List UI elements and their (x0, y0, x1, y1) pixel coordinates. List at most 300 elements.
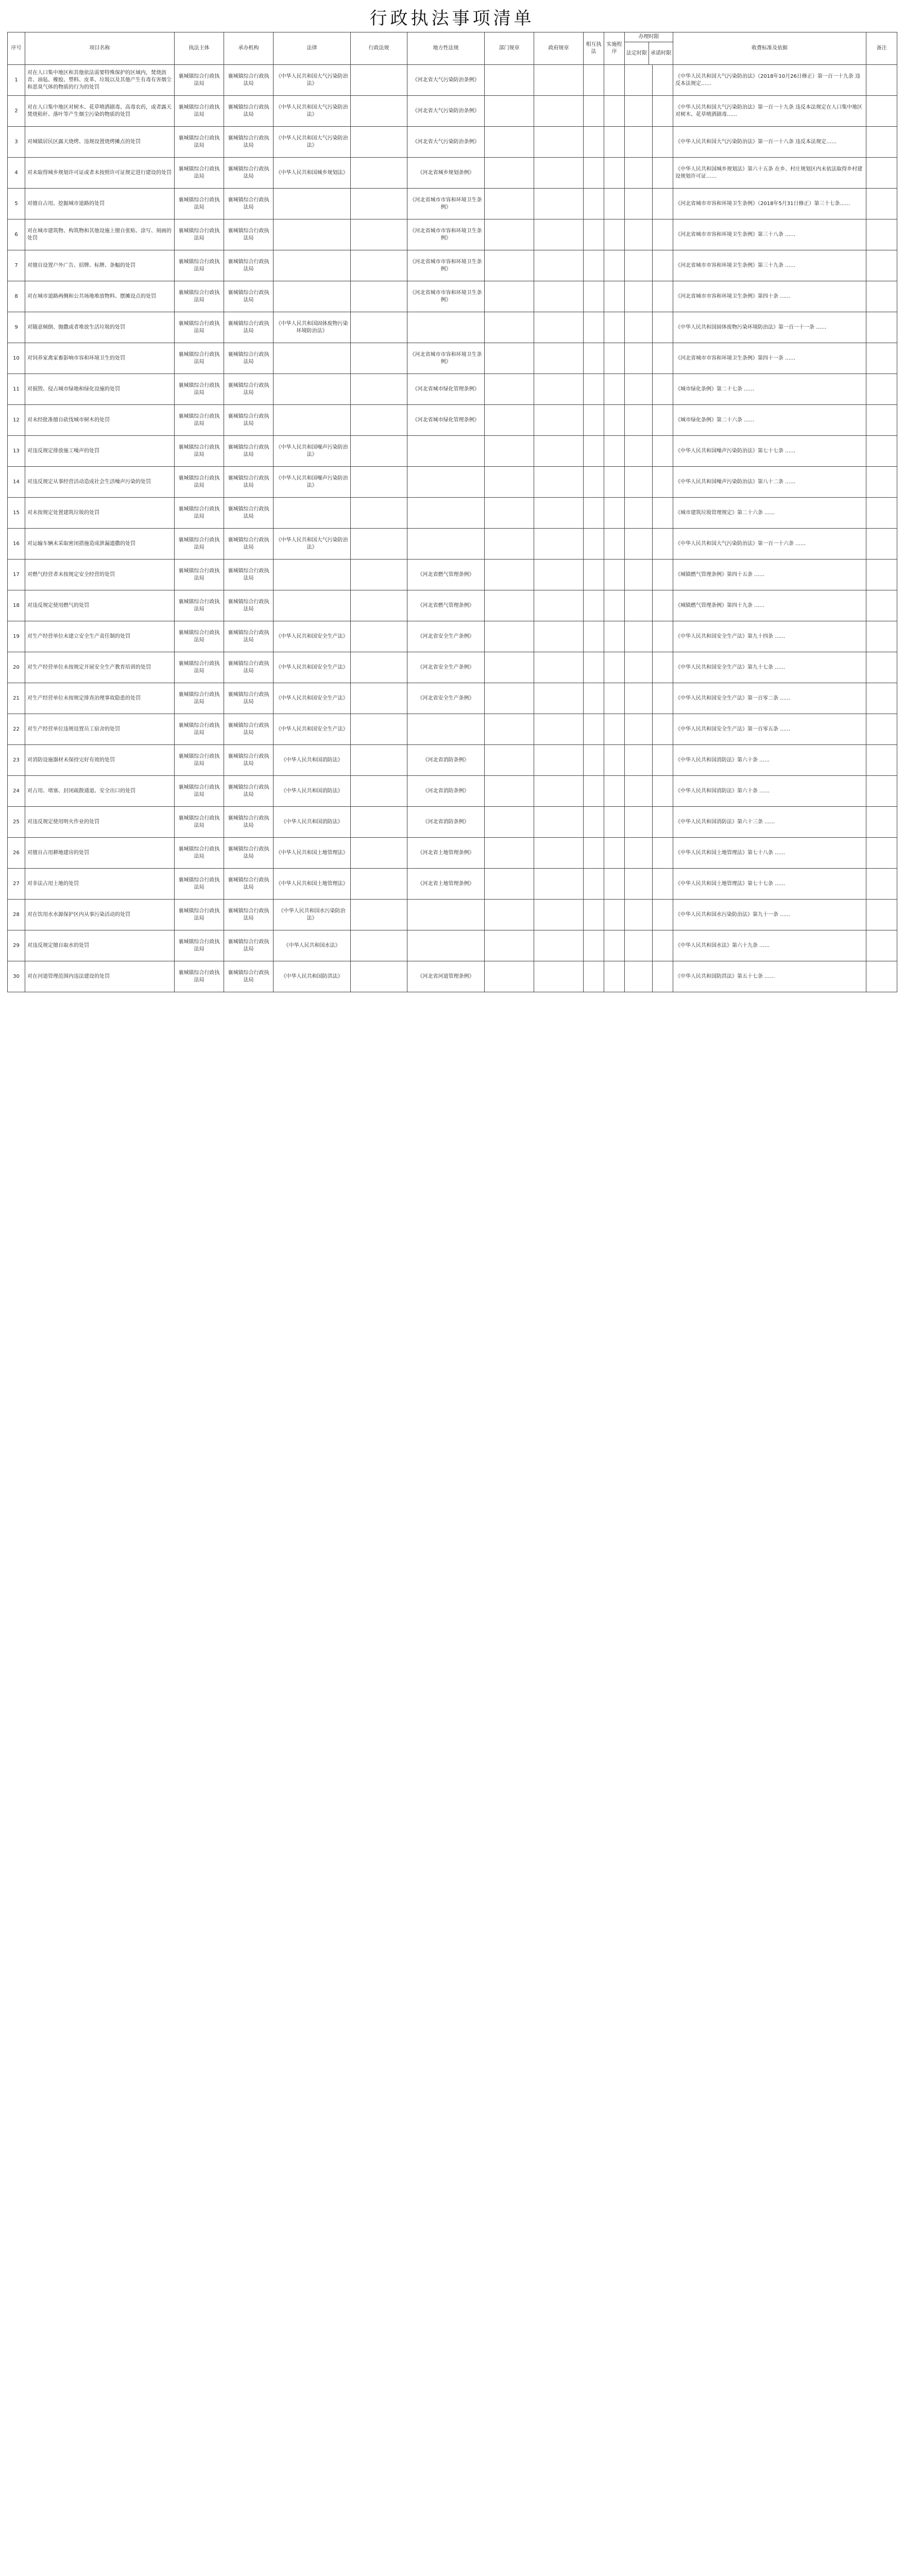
row-dept-rule (485, 158, 534, 189)
row-dept-rule (485, 127, 534, 158)
row-admin-reg (351, 127, 407, 158)
row-admin-reg (351, 312, 407, 343)
row-legal-limit (625, 745, 653, 776)
row-gov-rule (534, 374, 584, 405)
row-local-reg: 《河北省城市市容和环境卫生条例》 (407, 189, 485, 219)
row-law: 《中华人民共和国水法》 (274, 930, 351, 961)
row-subject: 襄城镇综合行政执法局 (175, 127, 224, 158)
row-admin-reg (351, 219, 407, 250)
row-law: 《中华人民共和国安全生产法》 (274, 714, 351, 745)
row-number: 4 (8, 158, 25, 189)
row-gov-rule (534, 869, 584, 900)
row-legal-limit (625, 65, 653, 96)
header-deadline-label: 办理时限 (625, 32, 673, 42)
row-dept-rule (485, 219, 534, 250)
row-number: 19 (8, 621, 25, 652)
table-row (8, 467, 897, 498)
row-dept-rule (485, 467, 534, 498)
row-process (604, 590, 625, 621)
row-subject: 襄城镇综合行政执法局 (175, 745, 224, 776)
row-local-reg: 《河北省燃气管理条例》 (407, 590, 485, 621)
header-deadline (625, 32, 673, 65)
row-legal-limit (625, 467, 653, 498)
row-law: 《中华人民共和国防洪法》 (274, 961, 351, 992)
row-promise-limit (653, 560, 673, 590)
row-local-reg: 《河北省安全生产条例》 (407, 621, 485, 652)
row-agency: 襄城镇综合行政执法局 (224, 374, 274, 405)
row-subject: 襄城镇综合行政执法局 (175, 560, 224, 590)
row-item-name: 对在人口集中地区对树木、花草喷洒剧毒、高毒农药，或者露天焚烧秸秆、落叶等产生烟尘污染的物质的处罚 (25, 96, 175, 127)
row-gov-rule (534, 498, 584, 529)
row-legal-limit (625, 312, 653, 343)
row-penalty: 《河北省城市市容和环境卫生条例》第四十一条 …… (673, 343, 866, 374)
row-local-reg: 《河北省土地管理条例》 (407, 869, 485, 900)
table-body (8, 65, 897, 992)
row-number: 28 (8, 900, 25, 930)
row-jointly (584, 250, 604, 281)
row-item-name: 对擅自占用、挖掘城市道路的处罚 (25, 189, 175, 219)
row-process (604, 65, 625, 96)
row-subject: 襄城镇综合行政执法局 (175, 838, 224, 869)
row-jointly (584, 343, 604, 374)
header-penalty: 收费标准及依据 (673, 32, 866, 65)
row-process (604, 374, 625, 405)
row-law: 《中华人民共和国噪声污染防治法》 (274, 436, 351, 467)
row-gov-rule (534, 529, 584, 560)
row-remark (866, 374, 897, 405)
row-agency: 襄城镇综合行政执法局 (224, 281, 274, 312)
row-agency: 襄城镇综合行政执法局 (224, 343, 274, 374)
row-remark (866, 621, 897, 652)
row-penalty: 《城镇燃气管理条例》第四十五条 …… (673, 560, 866, 590)
row-agency: 襄城镇综合行政执法局 (224, 498, 274, 529)
row-dept-rule (485, 838, 534, 869)
row-promise-limit (653, 900, 673, 930)
row-subject: 襄城镇综合行政执法局 (175, 65, 224, 96)
row-dept-rule (485, 714, 534, 745)
row-jointly (584, 281, 604, 312)
page-title: 行政执法事项清单 (369, 8, 535, 29)
table-row (8, 529, 897, 560)
row-process (604, 312, 625, 343)
row-process (604, 405, 625, 436)
row-dept-rule (485, 498, 534, 529)
row-number: 20 (8, 652, 25, 683)
row-law (274, 189, 351, 219)
row-law (274, 590, 351, 621)
row-item-name: 对生产经营单位违规设置员工宿舍的处罚 (25, 714, 175, 745)
row-gov-rule (534, 96, 584, 127)
row-jointly (584, 621, 604, 652)
row-process (604, 560, 625, 590)
row-gov-rule (534, 683, 584, 714)
row-item-name: 对在人口集中地区和其他依法需要特殊保护的区域内，焚烧沥青、油毡、橡胶、塑料、皮革、垃圾以及其他产生有毒有害烟尘和恶臭气体的物质的行为的处罚 (25, 65, 175, 96)
row-number: 14 (8, 467, 25, 498)
row-gov-rule (534, 158, 584, 189)
row-penalty: 《城市建筑垃圾管理规定》第二十六条 …… (673, 498, 866, 529)
row-process (604, 96, 625, 127)
row-subject: 襄城镇综合行政执法局 (175, 621, 224, 652)
row-penalty: 《中华人民共和国噪声污染防治法》第七十七条 …… (673, 436, 866, 467)
row-agency: 襄城镇综合行政执法局 (224, 683, 274, 714)
row-subject: 襄城镇综合行政执法局 (175, 961, 224, 992)
table-row (8, 621, 897, 652)
row-promise-limit (653, 683, 673, 714)
row-admin-reg (351, 900, 407, 930)
row-remark (866, 930, 897, 961)
row-local-reg: 《河北省燃气管理条例》 (407, 560, 485, 590)
row-remark (866, 529, 897, 560)
row-gov-rule (534, 405, 584, 436)
row-process (604, 961, 625, 992)
row-local-reg: 《河北省土地管理条例》 (407, 838, 485, 869)
header-admin-reg: 行政法规 (351, 32, 407, 65)
row-subject: 襄城镇综合行政执法局 (175, 930, 224, 961)
row-number: 13 (8, 436, 25, 467)
table-row (8, 930, 897, 961)
row-number: 5 (8, 189, 25, 219)
row-agency: 襄城镇综合行政执法局 (224, 961, 274, 992)
row-number: 8 (8, 281, 25, 312)
row-promise-limit (653, 714, 673, 745)
row-remark (866, 65, 897, 96)
row-remark (866, 343, 897, 374)
row-agency: 襄城镇综合行政执法局 (224, 714, 274, 745)
row-legal-limit (625, 590, 653, 621)
row-dept-rule (485, 745, 534, 776)
row-penalty: 《河北省城市市容和环境卫生条例》第三十八条 …… (673, 219, 866, 250)
row-process (604, 436, 625, 467)
row-local-reg: 《河北省消防条例》 (407, 745, 485, 776)
row-process (604, 930, 625, 961)
row-local-reg: 《河北省城市市容和环境卫生条例》 (407, 219, 485, 250)
row-gov-rule (534, 219, 584, 250)
table-row (8, 652, 897, 683)
row-gov-rule (534, 652, 584, 683)
row-admin-reg (351, 96, 407, 127)
row-admin-reg (351, 838, 407, 869)
row-item-name: 对消防设施器材未保持完好有效的处罚 (25, 745, 175, 776)
row-agency: 襄城镇综合行政执法局 (224, 652, 274, 683)
row-promise-limit (653, 189, 673, 219)
row-promise-limit (653, 219, 673, 250)
row-penalty: 《中华人民共和国大气污染防治法》第一百一十九条 违反本法规定在人口集中地区对树木、花草喷洒剧毒…… (673, 96, 866, 127)
row-jointly (584, 807, 604, 838)
table-row (8, 683, 897, 714)
row-dept-rule (485, 374, 534, 405)
row-subject: 襄城镇综合行政执法局 (175, 776, 224, 807)
row-dept-rule (485, 343, 534, 374)
row-jointly (584, 930, 604, 961)
row-process (604, 869, 625, 900)
row-local-reg: 《河北省城市市容和环境卫生条例》 (407, 250, 485, 281)
row-agency: 襄城镇综合行政执法局 (224, 96, 274, 127)
row-gov-rule (534, 65, 584, 96)
row-dept-rule (485, 683, 534, 714)
row-subject: 襄城镇综合行政执法局 (175, 498, 224, 529)
row-penalty: 《中华人民共和国安全生产法》第一百零二条 …… (673, 683, 866, 714)
row-remark (866, 127, 897, 158)
header-subject: 执法主体 (175, 32, 224, 65)
row-dept-rule (485, 250, 534, 281)
row-law: 《中华人民共和国大气污染防治法》 (274, 127, 351, 158)
row-subject: 襄城镇综合行政执法局 (175, 281, 224, 312)
row-remark (866, 96, 897, 127)
row-process (604, 900, 625, 930)
row-gov-rule (534, 127, 584, 158)
row-dept-rule (485, 281, 534, 312)
table-row (8, 374, 897, 405)
row-dept-rule (485, 930, 534, 961)
row-law (274, 343, 351, 374)
row-legal-limit (625, 498, 653, 529)
row-number: 24 (8, 776, 25, 807)
row-admin-reg (351, 560, 407, 590)
row-promise-limit (653, 652, 673, 683)
row-admin-reg (351, 776, 407, 807)
header-gov-rule: 政府规章 (534, 32, 584, 65)
row-admin-reg (351, 930, 407, 961)
row-local-reg (407, 529, 485, 560)
row-gov-rule (534, 343, 584, 374)
row-penalty: 《中华人民共和国消防法》第六十条 …… (673, 745, 866, 776)
row-item-name: 对生产经营单位未建立安全生产责任制的处罚 (25, 621, 175, 652)
row-law: 《中华人民共和国固体废物污染环境防治法》 (274, 312, 351, 343)
row-promise-limit (653, 776, 673, 807)
table-row (8, 590, 897, 621)
row-admin-reg (351, 807, 407, 838)
header-local-reg: 地方性法规 (407, 32, 485, 65)
table-row (8, 560, 897, 590)
row-subject: 襄城镇综合行政执法局 (175, 900, 224, 930)
row-subject: 襄城镇综合行政执法局 (175, 189, 224, 219)
row-promise-limit (653, 869, 673, 900)
row-promise-limit (653, 374, 673, 405)
row-penalty: 《城市绿化条例》第二十七条 …… (673, 374, 866, 405)
row-promise-limit (653, 65, 673, 96)
row-admin-reg (351, 405, 407, 436)
row-number: 3 (8, 127, 25, 158)
row-penalty: 《城市绿化条例》第二十六条 …… (673, 405, 866, 436)
row-legal-limit (625, 683, 653, 714)
row-subject: 襄城镇综合行政执法局 (175, 467, 224, 498)
row-local-reg: 《河北省安全生产条例》 (407, 652, 485, 683)
row-jointly (584, 961, 604, 992)
row-process (604, 745, 625, 776)
row-local-reg: 《河北省河道管理条例》 (407, 961, 485, 992)
row-jointly (584, 436, 604, 467)
row-local-reg: 《河北省大气污染防治条例》 (407, 127, 485, 158)
row-promise-limit (653, 590, 673, 621)
table-row (8, 436, 897, 467)
row-admin-reg (351, 621, 407, 652)
row-law: 《中华人民共和国土地管理法》 (274, 869, 351, 900)
row-item-name: 对擅自占用耕地建房的处罚 (25, 838, 175, 869)
table-row (8, 900, 897, 930)
row-legal-limit (625, 621, 653, 652)
row-item-name: 对非法占用土地的处罚 (25, 869, 175, 900)
row-process (604, 529, 625, 560)
row-agency: 襄城镇综合行政执法局 (224, 467, 274, 498)
row-jointly (584, 529, 604, 560)
row-law: 《中华人民共和国消防法》 (274, 807, 351, 838)
row-agency: 襄城镇综合行政执法局 (224, 838, 274, 869)
row-number: 16 (8, 529, 25, 560)
row-legal-limit (625, 374, 653, 405)
row-promise-limit (653, 930, 673, 961)
row-remark (866, 652, 897, 683)
row-jointly (584, 714, 604, 745)
row-promise-limit (653, 250, 673, 281)
row-promise-limit (653, 436, 673, 467)
row-item-name: 对随意倾倒、抛撒或者堆放生活垃圾的处罚 (25, 312, 175, 343)
row-penalty: 《中华人民共和国大气污染防治法》第一百一十八条 违反本法规定…… (673, 127, 866, 158)
row-local-reg: 《河北省消防条例》 (407, 776, 485, 807)
row-agency: 襄城镇综合行政执法局 (224, 189, 274, 219)
row-legal-limit (625, 869, 653, 900)
row-subject: 襄城镇综合行政执法局 (175, 312, 224, 343)
table-row (8, 498, 897, 529)
row-penalty: 《中华人民共和国土地管理法》第七十七条 …… (673, 869, 866, 900)
row-subject: 襄城镇综合行政执法局 (175, 158, 224, 189)
header-law: 法律 (274, 32, 351, 65)
row-item-name: 对在饮用水水源保护区内从事污染活动的处罚 (25, 900, 175, 930)
table-row (8, 312, 897, 343)
row-subject: 襄城镇综合行政执法局 (175, 343, 224, 374)
row-remark (866, 405, 897, 436)
row-legal-limit (625, 250, 653, 281)
row-promise-limit (653, 467, 673, 498)
row-number: 29 (8, 930, 25, 961)
row-process (604, 621, 625, 652)
row-remark (866, 900, 897, 930)
row-process (604, 281, 625, 312)
row-process (604, 189, 625, 219)
header-dept-rule: 部门规章 (485, 32, 534, 65)
row-item-name: 对违反规定排放施工噪声的处罚 (25, 436, 175, 467)
row-promise-limit (653, 312, 673, 343)
row-number: 22 (8, 714, 25, 745)
row-remark (866, 467, 897, 498)
row-agency: 襄城镇综合行政执法局 (224, 807, 274, 838)
row-number: 26 (8, 838, 25, 869)
row-promise-limit (653, 807, 673, 838)
row-gov-rule (534, 281, 584, 312)
row-item-name: 对生产经营单位未按规定排查治理事故隐患的处罚 (25, 683, 175, 714)
row-promise-limit (653, 529, 673, 560)
row-subject: 襄城镇综合行政执法局 (175, 96, 224, 127)
row-legal-limit (625, 714, 653, 745)
row-law: 《中华人民共和国消防法》 (274, 745, 351, 776)
row-item-name: 对违反规定使用明火作业的处罚 (25, 807, 175, 838)
row-item-name: 对饲养家禽家畜影响市容和环境卫生的处罚 (25, 343, 175, 374)
row-agency: 襄城镇综合行政执法局 (224, 869, 274, 900)
row-penalty: 《中华人民共和国消防法》第六十三条 …… (673, 807, 866, 838)
row-number: 7 (8, 250, 25, 281)
header-remark: 备注 (866, 32, 897, 65)
row-item-name: 对违反规定使用燃气的处罚 (25, 590, 175, 621)
row-number: 18 (8, 590, 25, 621)
row-admin-reg (351, 869, 407, 900)
row-agency: 襄城镇综合行政执法局 (224, 158, 274, 189)
row-local-reg: 《河北省城市市容和环境卫生条例》 (407, 343, 485, 374)
row-process (604, 838, 625, 869)
row-gov-rule (534, 961, 584, 992)
row-penalty: 《中华人民共和国水污染防治法》第九十一条 …… (673, 900, 866, 930)
row-number: 2 (8, 96, 25, 127)
row-number: 11 (8, 374, 25, 405)
row-legal-limit (625, 529, 653, 560)
row-agency: 襄城镇综合行政执法局 (224, 621, 274, 652)
row-penalty: 《河北省城市市容和环境卫生条例》第三十九条 …… (673, 250, 866, 281)
row-gov-rule (534, 436, 584, 467)
row-jointly (584, 745, 604, 776)
row-agency: 襄城镇综合行政执法局 (224, 405, 274, 436)
table-row (8, 838, 897, 869)
row-admin-reg (351, 374, 407, 405)
row-agency: 襄城镇综合行政执法局 (224, 745, 274, 776)
row-dept-rule (485, 961, 534, 992)
row-item-name: 对在城市建筑物、构筑物和其他设施上擅自张贴、涂写、刻画的处罚 (25, 219, 175, 250)
row-admin-reg (351, 652, 407, 683)
row-legal-limit (625, 838, 653, 869)
law-enforcement-table (7, 32, 897, 992)
row-gov-rule (534, 714, 584, 745)
table-row (8, 869, 897, 900)
row-jointly (584, 590, 604, 621)
table-row (8, 961, 897, 992)
row-penalty: 《中华人民共和国固体废物污染环境防治法》第一百一十一条 …… (673, 312, 866, 343)
row-subject: 襄城镇综合行政执法局 (175, 219, 224, 250)
row-number: 6 (8, 219, 25, 250)
row-law (274, 281, 351, 312)
row-remark (866, 714, 897, 745)
row-jointly (584, 560, 604, 590)
row-local-reg: 《河北省大气污染防治条例》 (407, 96, 485, 127)
row-legal-limit (625, 96, 653, 127)
row-remark (866, 961, 897, 992)
row-law: 《中华人民共和国安全生产法》 (274, 652, 351, 683)
row-penalty: 《中华人民共和国土地管理法》第七十八条 …… (673, 838, 866, 869)
row-admin-reg (351, 961, 407, 992)
table-row (8, 250, 897, 281)
row-law: 《中华人民共和国土地管理法》 (274, 838, 351, 869)
row-legal-limit (625, 219, 653, 250)
header-process: 实施程序 (604, 32, 625, 65)
row-gov-rule (534, 745, 584, 776)
row-subject: 襄城镇综合行政执法局 (175, 652, 224, 683)
row-dept-rule (485, 96, 534, 127)
row-gov-rule (534, 900, 584, 930)
table-row (8, 776, 897, 807)
row-law: 《中华人民共和国安全生产法》 (274, 683, 351, 714)
row-penalty: 《城镇燃气管理条例》第四十九条 …… (673, 590, 866, 621)
row-jointly (584, 776, 604, 807)
row-subject: 襄城镇综合行政执法局 (175, 250, 224, 281)
row-promise-limit (653, 498, 673, 529)
row-jointly (584, 96, 604, 127)
row-remark (866, 683, 897, 714)
row-item-name: 对在河道管理范围内违法建设的处罚 (25, 961, 175, 992)
row-penalty: 《中华人民共和国安全生产法》第九十四条 …… (673, 621, 866, 652)
row-agency: 襄城镇综合行政执法局 (224, 127, 274, 158)
header-legal-limit: 法定时限 (626, 50, 647, 56)
row-number: 27 (8, 869, 25, 900)
row-dept-rule (485, 560, 534, 590)
row-local-reg (407, 930, 485, 961)
row-promise-limit (653, 127, 673, 158)
row-jointly (584, 652, 604, 683)
